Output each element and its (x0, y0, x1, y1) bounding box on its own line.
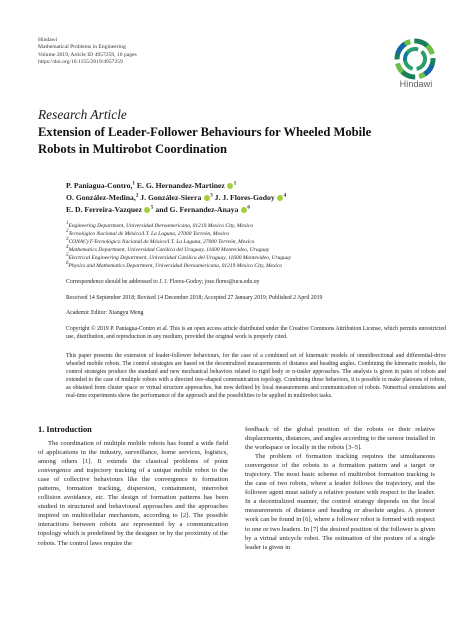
author-list (66, 180, 426, 217)
copyright-notice: Copyright © 2019 P. Paniagua-Contro et al. This is an open access article distributed under the Creative Commons Attribution License, which permits unrestricted use, distribution, and reproduction in any medium, provided the original work is properly cited. (66, 326, 446, 340)
affiliation-item: $^3$CONACyT-Tecnológico Nacional de México/I.T. La Laguna, 27000 Torreón, Mexico (66, 237, 255, 246)
orcid-icon[interactable] (204, 195, 210, 201)
affil-sup: 4 (283, 193, 287, 199)
orcid-icon[interactable] (144, 207, 150, 213)
body-paragraph: The problem of formation tracking requires the simultaneous convergence of the robots to a formation pattern and a target or trajectory. The most basic scheme of multirobot formation tracking is the case of two robots, where a leader follows the trajectory, and the follower agent must satisfy a relative posture with respect to the leader. In a decentralized manner, the control strategy depends on the local measurements of distance and heading or absolute angles. A pioneer work can be found in [6], where a follower robot is formed with respect to one or two leaders. In [7] the desired position of the follower is given by a virtual unicycle robot. The estimation of the posture of a single leader is given in (245, 453, 435, 551)
affiliation-item: $^2$Tecnológico Nacional de México/I.T. La Laguna, 27000 Torreón, Mexico (66, 229, 230, 238)
body-column-right (245, 425, 435, 552)
orcid-icon[interactable] (277, 195, 283, 201)
article-title (38, 124, 438, 157)
journal-header (38, 37, 137, 67)
orcid-icon[interactable] (227, 183, 233, 189)
affil-sup: 1 (233, 181, 237, 187)
affiliation-item: $^5$Electrical Engineering Department, Universidad Católica del Uruguay, 11600 Montevideo, Uruguay (66, 253, 292, 262)
title-line-2: Robots in Multirobot Coordination (38, 141, 228, 156)
affil-sup: 3 (210, 193, 213, 199)
publication-dates: Received 14 September 2018; Revised 14 December 2018; Accepted 27 January 2019; Published 2 April 2019 (66, 295, 323, 301)
volume-info: Volume 2019, Article ID 4957259, 16 pages (38, 51, 137, 58)
author-name[interactable]: P. Paniagua-Contro, (66, 181, 133, 190)
doi-link[interactable]: https://doi.org/10.1155/2019/4957259 (38, 59, 123, 66)
author-name[interactable]: and G. Fernandez-Anaya (153, 205, 239, 215)
body-column-left (38, 439, 228, 548)
academic-editor: Academic Editor: Xiangyu Meng (66, 310, 144, 316)
author-name[interactable]: J. J. Flores-Godoy (212, 193, 275, 203)
affiliations (66, 222, 446, 271)
author-name[interactable]: E. G. Hernandez-Martinez (134, 181, 225, 190)
affil-sup: 2 (135, 193, 139, 199)
hindawi-logo-icon (392, 36, 438, 82)
author-line-1 (66, 180, 426, 192)
affiliation-item: $^1$Engineering Department, Universidad Iberoamericana, 01219 Mexico City, Mexico (66, 221, 254, 229)
affiliation-item: $^4$Mathematics Department, Universidad Católica del Uruguay, 11600 Montevideo, Uruguay (66, 245, 270, 254)
author-name[interactable]: O. González-Medina, (66, 193, 136, 203)
publisher-name: Hindawi (38, 37, 58, 43)
journal-name: Mathematical Problems in Engineering (38, 44, 126, 51)
affil-sup: 6 (247, 205, 250, 211)
body-paragraph: The coordination of multiple mobile robots has found a wide field of applications in the industry, surveillance, home services, logistics, among others [1]. It extends the classical problems of point convergence and trajectory tracking of a unique mobile robot to the case of collective behaviours like the convergence to formation patterns, formation tracking, dispersion, containment, interrobot collision avoidance, etc. The design of formation patterns has been studied in structured and behavioural approaches and the approaches inspired on multicellular mechanism, according to [2]. The possible interactions between robots are represented by a communication topology which is predefined by the designer or by the proximity of the robots. The control laws require the (38, 440, 228, 547)
article-type: Research Article (38, 107, 127, 122)
correspondence-line: Correspondence should be addressed to J. J. Flores-Godoy; jose.flores@ucu.edu.uy (66, 279, 260, 285)
author-name[interactable]: J. González-Sierra (138, 193, 202, 203)
affil-sup: 5 (150, 205, 154, 211)
body-paragraph: feedback of the global position of the robots or their relative displacements, distances, and angles according to the sensor installed in the workspace or locally in the robots [3–5]. (245, 426, 435, 452)
title-line-1: Extension of Leader-Follower Behaviours for Wheeled Mobile (38, 125, 372, 139)
affil-sup: 1 (132, 181, 135, 187)
orcid-icon[interactable] (241, 207, 247, 213)
logo-wordmark: Hindawi (399, 79, 433, 89)
section-heading: 1. Introduction (38, 425, 92, 434)
author-line-3 (66, 204, 426, 216)
abstract: This paper presents the extension of leader-follower behaviours, for the case of a combined set of kinematic models of omnidirectional and differential-drive wheeled mobile robots. The control strategies are based on the decentralized measurements of distance and heading angles. Combining the kinematic models, the control strategies produce the standard and new mechanical behaviors related to rigid body or n-trailer approaches. The analysis is given in pairs of robots and extended to the case of multiple robots with a directed tree-shaped communication topology. Combining these behaviors, it is possible to make platoons of robots, as obtained from cluster space or virtual structure approaches, but now defined by local measurements and communication of robots. Numerical simulations and real-time experiments show the performance of the approach and the possibilities to be applied in multirobot tasks. (66, 353, 446, 400)
affiliation-item: $^6$Physics and Mathematics Department, Universidad Iberoamericana, 01219 Mexico City, Mexico (66, 261, 283, 270)
author-name[interactable]: E. D. Ferreira-Vazquez (66, 205, 142, 215)
author-line-2 (66, 192, 426, 204)
